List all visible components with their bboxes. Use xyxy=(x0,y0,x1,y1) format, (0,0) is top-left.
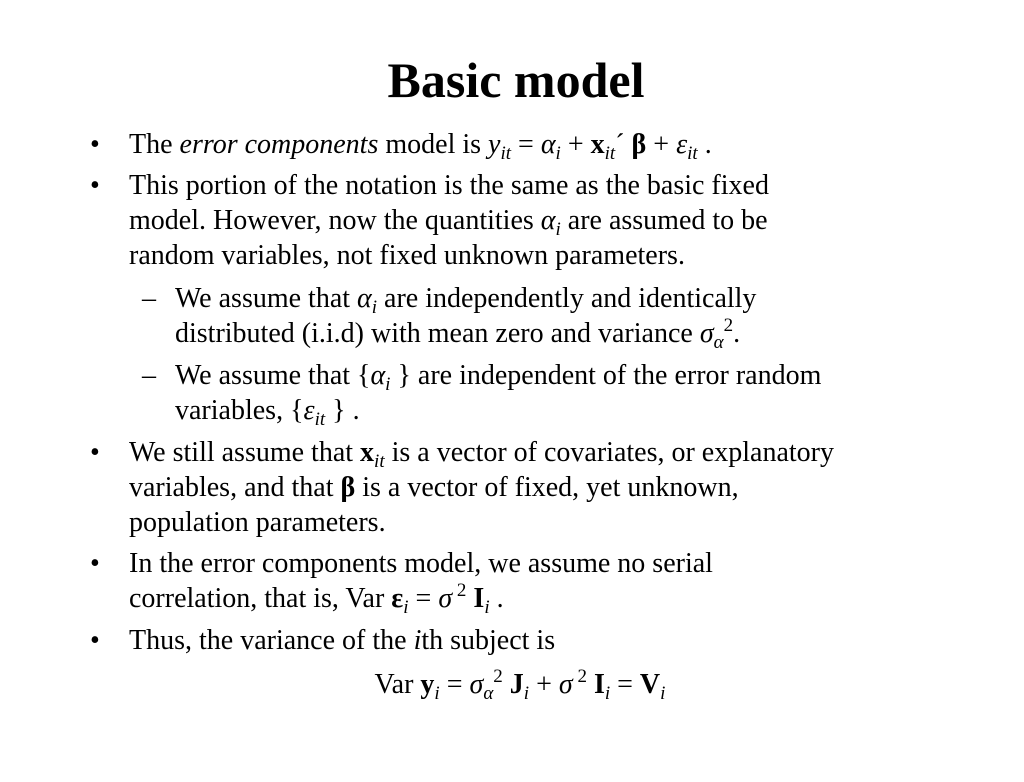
text: variables, { xyxy=(175,395,304,426)
dash-marker: – xyxy=(142,360,156,391)
math-matrix: J xyxy=(509,669,524,700)
math-operator: + xyxy=(529,669,559,700)
bullet-variance-subject xyxy=(129,623,555,658)
bullet-marker: • xyxy=(90,129,100,160)
bullet-marker: • xyxy=(90,625,100,656)
text: We assume that xyxy=(175,283,358,314)
math-subscript: α xyxy=(483,683,494,704)
text: } . xyxy=(325,395,360,426)
math-subscript: i xyxy=(371,297,378,318)
math-symbol: α xyxy=(540,129,556,160)
slide-title: Basic model xyxy=(387,52,645,108)
bullet-notation-random-variables xyxy=(129,168,769,273)
text-line xyxy=(129,435,834,470)
text-line xyxy=(129,581,713,616)
math-subscript: i xyxy=(604,683,611,704)
math-superscript: 2 xyxy=(452,580,467,601)
math-vector: y xyxy=(420,669,435,700)
math-symbol: α xyxy=(370,360,386,391)
math-symbol: σ xyxy=(699,318,714,349)
math-operator: = xyxy=(408,583,439,614)
text: Thus, the variance of the xyxy=(129,625,414,656)
text: model. However, now the quantities xyxy=(129,205,541,236)
math-matrix: I xyxy=(593,669,605,700)
variance-equation xyxy=(0,667,1024,702)
text: distributed (i.i.d) with mean zero and variance xyxy=(175,318,700,349)
text: is a vector of covariates, or explanatory xyxy=(384,437,834,468)
bullet-error-components-model xyxy=(129,127,712,162)
text: model is xyxy=(378,129,489,160)
math-symbol: σ xyxy=(438,583,453,614)
bullet-no-serial-correlation xyxy=(129,546,713,616)
text: are assumed to be xyxy=(560,205,768,236)
math-vector: ε xyxy=(391,583,404,614)
math-symbol: σ xyxy=(469,669,484,700)
math-superscript: 2 xyxy=(723,315,734,336)
text xyxy=(503,669,510,700)
math-subscript: i xyxy=(555,219,561,240)
math-subscript: it xyxy=(687,143,698,164)
text: . xyxy=(733,318,741,349)
math-superscript: 2 xyxy=(572,666,587,687)
math-symbol: i xyxy=(413,625,422,656)
math-subscript: it xyxy=(314,409,326,430)
math-subscript: i xyxy=(434,683,440,704)
text: We assume that { xyxy=(175,360,371,391)
text: Var xyxy=(374,669,421,700)
math-vector: β xyxy=(631,129,647,160)
math-vector: x xyxy=(590,129,605,160)
text: . xyxy=(697,129,712,160)
math-subscript: it xyxy=(500,143,512,164)
text: variables, and that xyxy=(129,472,341,503)
math-operator: + xyxy=(560,129,591,160)
math-superscript: 2 xyxy=(493,666,503,687)
emphasis-text: error components xyxy=(179,129,379,160)
text: } are independent of the error random xyxy=(390,360,822,391)
text-line xyxy=(175,393,821,428)
text-line xyxy=(175,316,756,351)
math-operator: = xyxy=(439,669,470,700)
math-subscript: it xyxy=(374,451,385,472)
text: are independently and identically xyxy=(377,283,757,314)
math-matrix: V xyxy=(639,669,661,700)
text xyxy=(587,669,594,700)
math-subscript: it xyxy=(604,143,616,164)
math-symbol: ε xyxy=(676,129,688,160)
text: is a vector of fixed, yet unknown, xyxy=(355,472,739,503)
math-subscript: i xyxy=(555,143,561,164)
text-line xyxy=(129,470,834,505)
math-subscript: i xyxy=(660,683,666,704)
math-subscript: α xyxy=(713,332,724,353)
bullet-marker: • xyxy=(90,170,100,201)
bullet-marker: • xyxy=(90,548,100,579)
dash-marker: – xyxy=(142,283,156,314)
bullet-covariates xyxy=(129,435,834,540)
math-operator: ´ xyxy=(615,129,632,160)
bullet-marker: • xyxy=(90,437,100,468)
text: . xyxy=(489,583,504,614)
math-operator: = xyxy=(610,669,640,700)
text: th subject is xyxy=(421,625,556,656)
math-vector: x xyxy=(360,437,375,468)
text-line: In the error components model, we assume no serial xyxy=(129,548,713,579)
math-subscript: i xyxy=(385,374,391,395)
text-line: random variables, not fixed unknown parameters. xyxy=(129,240,685,271)
math-operator: + xyxy=(646,129,677,160)
subbullet-iid-assumption xyxy=(175,281,756,351)
subbullet-independence-assumption xyxy=(175,358,821,428)
math-symbol: α xyxy=(357,283,372,314)
math-subscript: i xyxy=(403,597,409,618)
math-operator: = xyxy=(511,129,541,160)
text-line: This portion of the notation is the same as the basic fixed xyxy=(129,170,769,201)
text-line xyxy=(129,203,769,238)
text-line xyxy=(175,358,821,393)
text-line: population parameters. xyxy=(129,507,386,538)
text: We still assume that xyxy=(129,437,361,468)
math-symbol: y xyxy=(488,129,501,160)
math-symbol: σ xyxy=(558,669,573,700)
math-subscript: i xyxy=(523,683,530,704)
text: The xyxy=(129,129,180,160)
math-symbol: ε xyxy=(303,395,315,426)
math-subscript: i xyxy=(484,597,490,618)
math-vector: β xyxy=(340,472,356,503)
text: correlation, that is, Var xyxy=(129,583,392,614)
text-line xyxy=(175,281,756,316)
math-symbol: α xyxy=(540,205,556,236)
math-matrix: I xyxy=(473,583,485,614)
